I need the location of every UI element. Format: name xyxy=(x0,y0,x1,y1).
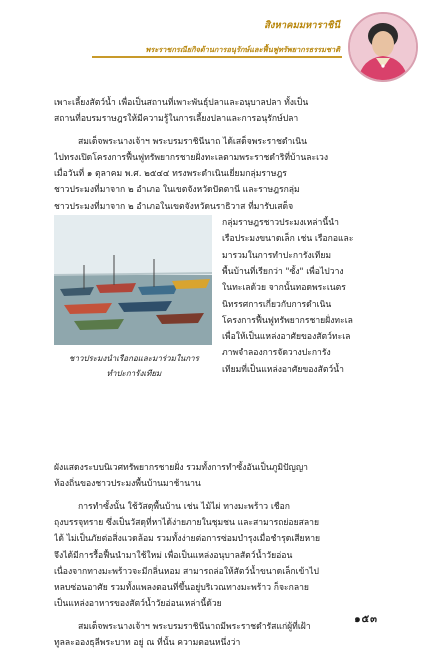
photo-caption xyxy=(54,351,214,381)
paragraph-2-line: ชาวประมงที่มาจาก ๒ อำเภอ ในเขตจังหวัดปัตตานี และราษฎรกลุ่ม xyxy=(54,185,300,196)
paragraph-2-line: ไปทรงเปิดโครงการฟื้นฟูทรัพยากรชายฝั่งทะเลตามพระราชดำริที่บ้านละเวง xyxy=(54,152,329,163)
right-column-line: ในทะเลด้วย จากนั้นทอดพระเนตร xyxy=(222,283,346,294)
paragraph-1-line: เพาะเลี้ยงสัตว์น้ำ เพื่อเป็นสถานที่เพาะพันธุ์ปลาและอนุบาลปลา ทั้งเป็น xyxy=(54,98,309,108)
body-text xyxy=(54,95,380,651)
right-column-line: เพื่อให้เป็นแหล่งอาศัยของสัตว์ทะเล xyxy=(222,332,351,343)
header-title: สิงหาคมมหาราชินี xyxy=(264,20,340,31)
paragraph-3-line: ถุงบรรจุทราย ซึ่งเป็นวัสดุที่หาได้ง่ายภายในชุมชน และสามารถย่อยสลาย xyxy=(54,517,319,528)
caption-line: ทำปะการังเทียม xyxy=(106,369,162,379)
page-number: ๑๕๓ xyxy=(354,614,378,625)
header-subtitle: พระราชกรณียกิจด้านการอนุรักษ์และฟื้นฟูทรัพยากรธรรมชาติ xyxy=(145,45,340,54)
paragraph-3-line: จึงได้มีการรื้อฟื้นนำมาใช้ใหม่ เพื่อเป็นแหล่งอนุบาลสัตว์น้ำวัยอ่อน xyxy=(54,550,293,561)
right-column-text xyxy=(222,215,380,378)
page-header xyxy=(0,0,432,78)
paragraph-2-line: สมเด็จพระนางเจ้าฯ พระบรมราชินีนาถ ได้เสด็จพระราชดำเนิน xyxy=(78,136,307,147)
fishing-boats-photo xyxy=(54,215,212,345)
paragraph-2-line: ท้องถิ่นของชาวประมงพื้นบ้านมาช้านาน xyxy=(54,479,201,490)
boats-illustration xyxy=(54,215,212,345)
right-column-line: เทียมที่เป็นแหล่งอาศัยของสัตว์น้ำ xyxy=(222,364,344,375)
queen-portrait xyxy=(348,12,418,82)
portrait-image xyxy=(350,14,416,80)
paragraph-3-line: ได้ ไม่เป็นภัยต่อสิ่งแวดล้อม รวมทั้งง่ายต่อการซ่อมบำรุงเมื่อชำรุดเสียหาย xyxy=(54,534,321,545)
right-column-line: โครงการฟื้นฟูทรัพยากรชายฝั่งทะเล xyxy=(222,315,353,326)
paragraph-4-line: ทูลละอองธุลีพระบาท อยู่ ณ ที่นั้น ความตอนหนึ่งว่า xyxy=(54,638,241,649)
right-column-line: ภาพจำลองการจัดวางปะการัง xyxy=(222,348,331,359)
paragraph-1-line: สถานที่อบรมราษฎรให้มีความรู้ในการเลี้ยงปลาและการอนุรักษ์ปลา xyxy=(54,114,299,125)
paragraph-3-line: เนื่องจากทางมะพร้าวจะมีกลิ่นหอม สามารถล่อให้สัตว์น้ำขนาดเล็กเข้าไป xyxy=(54,566,320,577)
paragraph-2-line: ชาวประมงที่มาจาก ๒ อำเภอในเขตจังหวัดนราธิวาส ที่มารับเสด็จ xyxy=(54,201,294,212)
paragraph-3-line: การทำซั้งนั้น ใช้วัสดุพื้นบ้าน เช่น ไม้ไผ่ ทางมะพร้าว เชือก xyxy=(78,501,290,512)
right-column-line: พื้นบ้านที่เรียกว่า "ซั้ง" เพื่อไปวาง xyxy=(222,266,344,277)
right-column-line: เรือประมงขนาดเล็ก เช่น เรือกอและ xyxy=(222,234,354,245)
paragraph-3-line: เป็นแหล่งอาหารของสัตว์น้ำวัยอ่อนเหล่านี้ด้วย xyxy=(54,599,222,610)
right-column-line: มารวมในการทำปะการังเทียม xyxy=(222,250,332,261)
paragraph-2-line: ผังแสดงระบบนิเวศทรัพยากรชายฝั่ง รวมทั้งการทำซั้งอันเป็นภูมิปัญญา xyxy=(54,463,308,474)
paragraph-3-line: หลบซ่อนอาศัย รวมทั้งแพลงตอนที่ขึ้นอยู่บริเวณทางมะพร้าว ก็จะกลาย xyxy=(54,583,309,594)
caption-line: ชาวประมงนำเรือกอและมาร่วมในการ xyxy=(69,354,199,364)
right-column-line: กลุ่มราษฎรชาวประมงเหล่านี้นำ xyxy=(222,218,339,229)
photo-block xyxy=(54,215,380,460)
right-column-line: นิทรรศการเกี่ยวกับการดำเนิน xyxy=(222,299,332,310)
header-rule xyxy=(92,56,342,58)
paragraph-2-line: เมื่อวันที่ ๑ ตุลาคม พ.ศ. ๒๕๔๔ ทรงพระดำเนินเยี่ยมกลุ่มราษฎร xyxy=(54,169,287,180)
paragraph-4-line: สมเด็จพระนางเจ้าฯ พระบรมราชินีนาถมีพระราชดำรัสแก่ผู้ที่เฝ้า xyxy=(78,621,311,632)
